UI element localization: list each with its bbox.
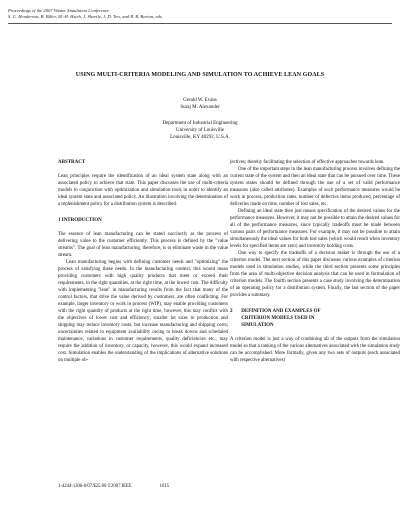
affiliation-line: Louisville, KY 40292, U.S.A.: [170, 135, 230, 141]
author-name: Gerald W. Evans: [183, 98, 217, 103]
page-footer: [58, 484, 345, 489]
affiliation-line: University of Louisville: [175, 128, 225, 134]
proceedings-header: [8, 8, 163, 20]
body-paragraph-system-states: One of the important steps in the lean manufacturing process involves defining the current state of the system and then an ideal state that can be pursued over time. These system states should be defined through the use of a set of valid performance measures (also called attributes). Examples of such performance measures would be work in process, production rates, number of defective items produced, percentage of deliveries made on time, number of lost sales, etc.: [230, 167, 400, 208]
proceedings-line: Proceedings of the 2007 Winter Simulation Conference: [8, 8, 110, 13]
section-2-heading: [230, 308, 400, 329]
right-column: [230, 159, 400, 364]
isbn-notice: 1-4244-1306-0/07/$25.00 ©2007 IEEE: [58, 484, 132, 489]
introduction-heading: 1 INTRODUCTION: [58, 218, 102, 224]
left-column: [58, 159, 228, 364]
section-2-paragraph: A criterion model is just a way of combining all of the outputs from the simulation model so that a ranking of the various alternatives associated with the simulation study can be accomplished. More formally, given any two sets of outputs (each associated with respective alternatives): [230, 337, 400, 364]
author-block: [0, 97, 400, 111]
editors-line: S. G. Henderson, B. Biller, M.-H. Hsieh, J. Shortle, J. D. Tew, and R. R. Barton, eds.: [8, 14, 163, 19]
introduction-paragraph-1: The essence of lean manufacturing can be stated succinctly as the process of delivering value to the customer efficiently. This process is defined by the "value streams". The goal of lean manufacturing, therefore, is to eliminate waste in the value stream.: [58, 232, 228, 259]
abstract-paragraph: Lean principles require the identification of an ideal system state along with an associated policy to achieve that state. This paper discusses the use of multi-criteria models in conjunction with optimization and simulation tools in order to identify an ideal system state and associated policy. An illustration involving the determination of a replenishment policy for a distribution system is described.: [58, 174, 228, 208]
body-paragraph-continued: jectives; thereby facilitating the selection of effective approaches towards lean.: [230, 160, 385, 165]
section-2-heading-line: SIMULATION: [230, 323, 274, 329]
affiliation-block: [0, 120, 400, 142]
section-2-heading-line: 2 DEFINITION AND EXAMPLES OF: [230, 309, 321, 315]
affiliation-line: Department of Industrial Engineering: [162, 121, 238, 126]
body-paragraph-criterion-model: One way to specify the tradeoffs of a decision maker is through the use of a criterion model. The next section of this paper discusses various examples of criterion models used in simulation studies, while the third section presents some principles from the area of multi-objective decision analysis that can be used in formulation of criterion models. The fourth section presents a case study involving the determination of an operating policy for a distribution system. Finally, the last section of the paper provides a summary.: [230, 251, 400, 299]
introduction-paragraph-2: Lean manufacturing begins with defining customer needs and "optimizing" the process of satisfying these needs. In the manufacturing context, this would mean providing customers with high quality products that meet or exceed their requirements, in the right quantities, at the right time, at the lowest cost. The difficulty with implementing "lean" in manufacturing results from the fact that many of the control factors, that drive the value derived by customers, are often conflicting. For example, larger inventory or work in process (WIP), may enable providing customers with the right quantity of products at the right time, however, this may conflict with the objectives of lower cost and efficiency; smaller lot sizes in production and shipping may reduce inventory costs, but increase manufacturing and shipping costs; uncertainties related to equipment availability owing to break downs and scheduled maintenance, variations in customer requirements, quality deficiencies etc., may require the addition of inventory, or capacity, however, this would expand increased cost. Simulation enables the understanding of the implications of alternative solutions on multiple ob-: [58, 260, 228, 364]
section-2-heading-line: CRITERION MODELS USED IN: [230, 316, 315, 322]
header-rule: [8, 23, 392, 24]
abstract-heading: ABSTRACT: [58, 160, 86, 165]
page-number: 1615: [159, 484, 169, 489]
body-paragraph-ideal-state: Defining an ideal state then just means specification of the desired values for the performance measures. However, it may not be possible to attain the desired values for all of the performance measures, since typically tradeoffs must be made between various pairs of performance measures. For example, it may not be possible to attain simultaneously the ideal values for both lost sales (which would result when inventory levels for specified items are zero) and inventory holding costs.: [230, 209, 400, 250]
author-name: Suraj M. Alexander: [180, 105, 220, 111]
paper-title: USING MULTI-CRITERIA MODELING AND SIMULATION TO ACHIEVE LEAN GOALS: [75, 72, 325, 78]
